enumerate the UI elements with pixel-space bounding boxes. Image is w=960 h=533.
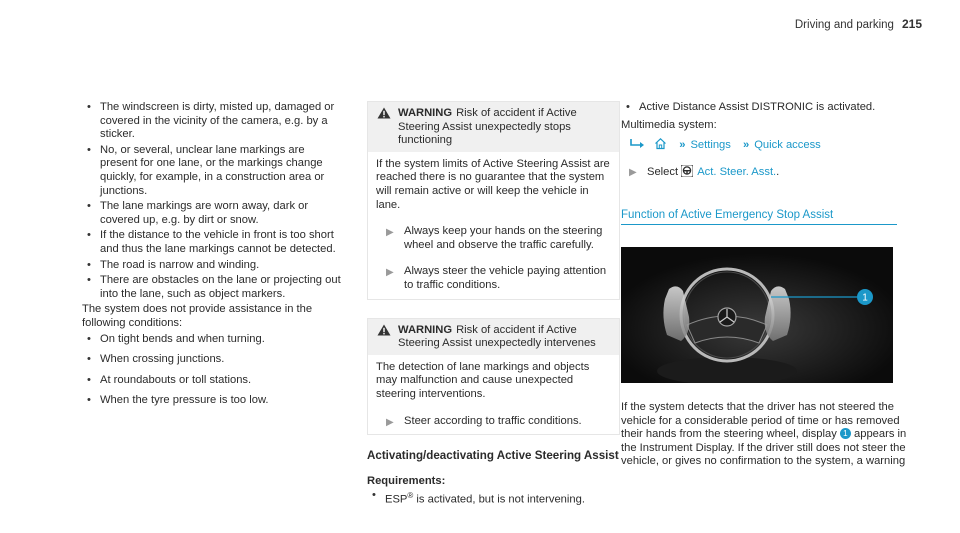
menu-quick-access[interactable]: Quick access bbox=[754, 139, 821, 152]
list-item: • When crossing junctions. bbox=[82, 353, 344, 367]
action-step: ▶ Always keep your hands on the steering wheel and observe the traffic carefully. bbox=[386, 225, 603, 251]
page-header bbox=[795, 18, 922, 33]
warning-text: The detection of lane markings and objects may malfunction and cause unexpected steering interventions. bbox=[376, 360, 590, 400]
list-item: • The windscreen is dirty, misted up, damaged or covered in the vicinity of the camera, e.g. by a sticker. bbox=[82, 101, 344, 142]
warning-label: WARNING bbox=[398, 107, 453, 119]
warning-box-intervenes bbox=[367, 318, 620, 436]
list-item: • Active Distance Assist DISTRONIC is activated. bbox=[621, 101, 919, 115]
warning-body bbox=[368, 355, 619, 434]
action-step: ▶ Always steer the vehicle paying attention to traffic conditions. bbox=[386, 265, 607, 291]
arrow-right-icon: ▶ bbox=[386, 416, 394, 428]
activation-heading: Activating/deactivating Active Steering Assist bbox=[367, 449, 619, 463]
section-name: Driving and parking bbox=[794, 19, 894, 31]
prereq-list bbox=[621, 101, 919, 115]
arrow-right-icon: ▶ bbox=[629, 166, 637, 178]
list-item: • At roundabouts or toll stations. bbox=[82, 374, 344, 388]
column-left bbox=[82, 101, 344, 410]
menu-settings[interactable]: Settings bbox=[690, 139, 731, 152]
list-item: • On tight bends and when turning. bbox=[82, 333, 344, 347]
list-item: • The lane markings are worn away, dark or covered up, e.g. by dirt or snow. bbox=[82, 200, 344, 227]
callout-badge: 1 bbox=[840, 428, 851, 439]
requirements-label: Requirements: bbox=[367, 474, 446, 487]
requirements-list bbox=[367, 489, 620, 507]
warning-body bbox=[368, 152, 619, 299]
warning-title: Risk of accident if Active Steering Assist unexpectedly intervenes bbox=[398, 323, 596, 350]
no-assist-intro: The system does not provide assistance in the following conditions: bbox=[82, 303, 313, 329]
warning-header bbox=[368, 319, 619, 355]
warning-text: If the system limits of Active Steering Assist are reached there is no guarantee that the system will remain active or will keep the vehicle in lane. bbox=[376, 157, 610, 211]
no-assist-list bbox=[82, 333, 344, 408]
warning-label: WARNING bbox=[398, 323, 453, 336]
arrow-right-icon: ▶ bbox=[386, 227, 394, 239]
warning-triangle-icon bbox=[377, 324, 391, 336]
section-title: Function of Active Emergency Stop Assist bbox=[621, 209, 897, 225]
home-icon[interactable] bbox=[654, 137, 667, 150]
list-item: • No, or several, unclear lane markings are present for one lane, or the markings change quickly, for example, in a construction area or junctions. bbox=[82, 144, 344, 198]
warning-triangle-icon bbox=[377, 107, 391, 119]
warning-header bbox=[368, 102, 619, 152]
list-item: • ESP® is activated, but is not intervening. bbox=[367, 489, 620, 507]
list-item: • The road is narrow and winding. bbox=[82, 259, 344, 273]
limit-conditions-list bbox=[82, 101, 344, 301]
arrow-right-icon: ▶ bbox=[386, 267, 394, 279]
warning-title: Risk of accident if Active Steering Assist unexpectedly stops functioning bbox=[398, 107, 577, 147]
action-step: ▶ Steer according to traffic conditions. bbox=[386, 414, 582, 428]
menu-path bbox=[621, 137, 919, 153]
chevron-right-icon: » bbox=[743, 139, 750, 152]
list-item: • There are obstacles on the lane or projecting out into the lane, such as object markers. bbox=[82, 274, 344, 301]
list-item: • When the tyre pressure is too low. bbox=[82, 394, 344, 408]
chevron-right-icon: » bbox=[679, 139, 686, 152]
instrument-display-figure bbox=[621, 247, 893, 383]
column-middle bbox=[367, 101, 620, 510]
multimedia-label: Multimedia system: bbox=[621, 118, 717, 131]
steering-assist-icon bbox=[681, 165, 693, 177]
emergency-stop-body: If the system detects that the driver has not steered the vehicle for a considerable period of time or has removed their hands from the steering wheel, display 1 appears in the Instrument Display. If the driver still does not steer the vehicle, or gives no confirmation to the system, a warning bbox=[621, 400, 907, 468]
steering-wheel-hands-icon bbox=[621, 247, 893, 383]
turn-arrow-icon bbox=[629, 139, 645, 149]
list-item: • If the distance to the vehicle in front is too short and thus the lane markings cannot be detected. bbox=[82, 229, 344, 256]
callout-number: 1 bbox=[862, 292, 868, 304]
column-right bbox=[621, 101, 919, 469]
act-steer-asst-item[interactable]: Act. Steer. Asst. bbox=[697, 165, 777, 178]
page-number: 215 bbox=[901, 17, 922, 31]
warning-box-stops bbox=[367, 101, 620, 300]
action-step: ▶ Select Act. Steer. Asst.. bbox=[629, 165, 780, 178]
